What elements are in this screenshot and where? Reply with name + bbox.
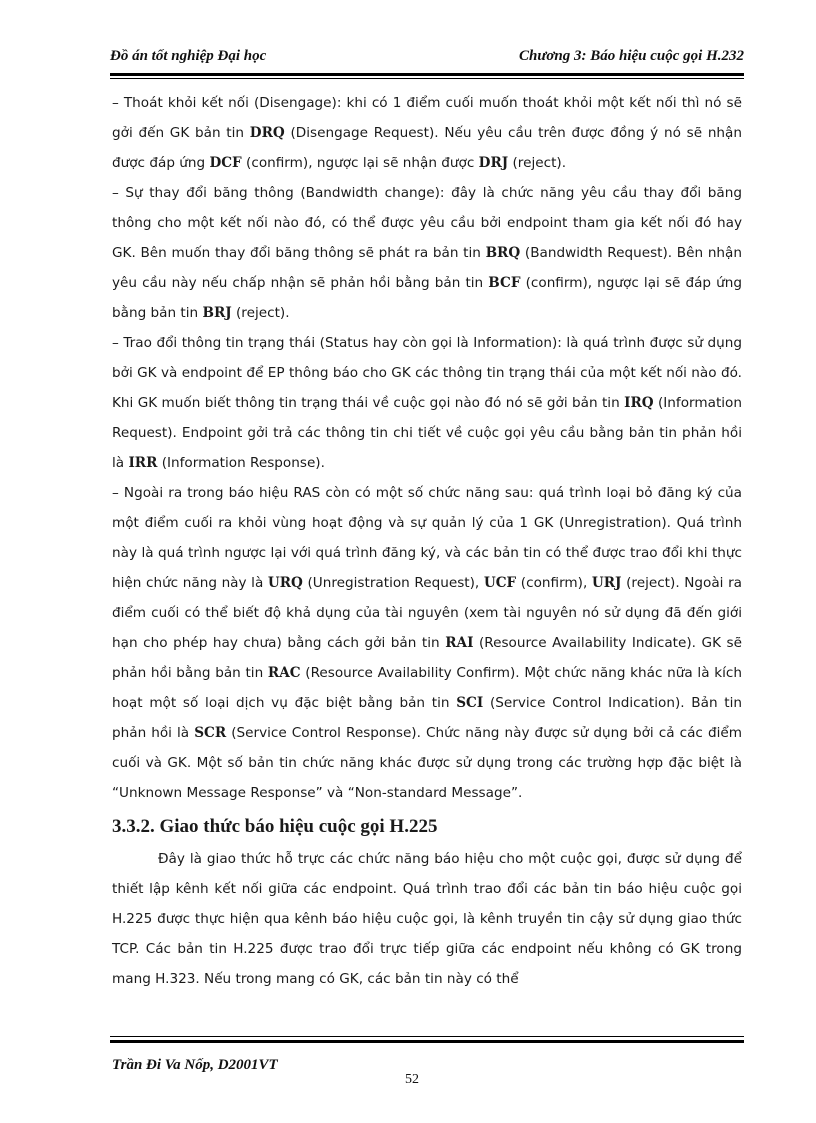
message-name: RAC (267, 665, 301, 681)
message-name: BRJ (202, 305, 232, 321)
paragraph-text: – Trao đổi thông tin trạng thái (Status hay còn gọi là Information): là quá trình được sử dụng bởi GK và endpoint để EP thông báo cho GK các thông tin trạng thái của một kết nối nào đó. Khi GK muốn biết thông tin trạng thái về cuộc gọi nào đó nó sẽ gởi bản tin (112, 335, 742, 411)
paragraph-text: (reject). Ngoài ra điểm cuối có thể biết độ khả dụng của tài nguyên (xem tài nguyên nó sử dụng đã đến giới hạn cho phép hay chưa) bằng cách gởi bản tin (112, 575, 742, 651)
paragraph-bandwidth-change (112, 178, 742, 328)
paragraph-text: (Resource Availability Confirm). Một chức năng khác nữa là kích hoạt một số loại dịch vụ đặc biệt bằng bản tin (112, 665, 742, 711)
paragraph-text: (Unregistration Request), (302, 575, 484, 591)
message-name: IRR (128, 455, 158, 471)
message-name: BCF (488, 275, 521, 291)
paragraph-disengage (112, 88, 742, 178)
paragraph-status (112, 328, 742, 478)
paragraph-text: (confirm), ngược lại sẽ đáp ứng bằng bản tin (112, 275, 743, 321)
paragraph-text: (reject). (508, 155, 567, 171)
page-number: 52 (405, 1072, 419, 1087)
message-name: BRQ (485, 245, 521, 261)
paragraph-text: (Service Control Indication). Bản tin phản hồi là (112, 695, 742, 741)
header-rule-thick (110, 73, 744, 76)
message-name: SCI (456, 695, 484, 711)
footer-rule-thick (110, 1040, 744, 1043)
message-name: DRJ (478, 155, 509, 171)
paragraph-text: – Sự thay đổi băng thông (Bandwidth change): đây là chức năng yêu cầu thay đổi băng thông cho một kết nối nào đó, có thể được yêu cầu bởi endpoint tham gia kết nối đó hay GK. Bên muốn thay đổi băng thông sẽ phát ra bản tin (112, 185, 742, 261)
footer-author: Trần Đi Va Nốp, D2001VT (112, 1057, 278, 1073)
paragraph-text: (Bandwidth Request). Bên nhận yêu cầu này nếu chấp nhận sẽ phản hồi bằng bản tin (112, 245, 742, 291)
paragraph-text: (reject). (231, 305, 290, 321)
message-name: RAI (445, 635, 474, 651)
paragraph-text: (confirm), ngược lại sẽ nhận được (241, 155, 479, 171)
message-name: DCF (209, 155, 242, 171)
message-name: UCF (483, 575, 517, 591)
message-name: IRQ (624, 395, 654, 411)
header-chapter-title: Chương 3: Báo hiệu cuộc gọi H.232 (519, 48, 744, 64)
paragraph-other-ras-functions (112, 478, 742, 808)
paragraph-h225-intro: Đây là giao thức hỗ trực các chức năng báo hiệu cho một cuộc gọi, được sử dụng để thiết lập kênh kết nối giữa các endpoint. Quá trình trao đổi các bản tin báo hiệu cuộc gọi H.225 được thực hiện qua kênh báo hiệu cuộc gọi, là kênh truyền tin cậy sử dụng giao thức TCP. Các bản tin H.225 được trao đổi trực tiếp giữa các endpoint nếu không có GK trong mang H.323. Nếu trong mang có GK, các bản tin này có thể (112, 851, 742, 987)
footer-rule-thin (110, 1036, 744, 1037)
paragraph-text: (Resource Availability Indicate). GK sẽ phản hồi bằng bản tin (112, 635, 742, 681)
message-name: SCR (194, 725, 227, 741)
paragraph-text: (Service Control Response). Chức năng này được sử dụng bởi cả các điểm cuối và GK. Một số bản tin chức năng khác được sử dụng trong các trường hợp đặc biệt là “Unknown Message Response” và “Non-standard Message”. (112, 725, 742, 801)
section-heading: 3.3.2. Giao thức báo hiệu cuộc gọi H.225 (112, 816, 438, 837)
paragraph-text: – Thoát khỏi kết nối (Disengage): khi có 1 điểm cuối muốn thoát khỏi một kết nối thì nó sẽ gởi đến GK bản tin (112, 95, 742, 141)
message-name: URQ (267, 575, 303, 591)
header-document-title: Đồ án tốt nghiệp Đại học (110, 48, 267, 64)
header-rule-thin (110, 78, 744, 79)
paragraph-text: – Ngoài ra trong báo hiệu RAS còn có một số chức năng sau: quá trình loại bỏ đăng ký của một điểm cuối ra khỏi vùng hoạt động và sự quản lý của 1 GK (Unregistration). Quá trình này là quá trình ngược lại với quá trình đăng ký, và các bản tin có thể được trao đổi khi thực hiện chức năng này là (112, 485, 742, 591)
paragraph-text: (Information Request). Endpoint gởi trả các thông tin chi tiết về cuộc gọi yêu cầu bằng bản tin phản hồi là (112, 395, 742, 471)
message-name: URJ (591, 575, 622, 591)
paragraph-text: (Information Response). (157, 455, 325, 471)
page-header (110, 48, 744, 72)
page-body (112, 88, 742, 994)
paragraph-text: (Disengage Request). Nếu yêu cầu trên được đồng ý nó sẽ nhận được đáp ứng (112, 125, 742, 171)
message-name: DRQ (249, 125, 285, 141)
paragraph-text: (confirm), (516, 575, 592, 591)
